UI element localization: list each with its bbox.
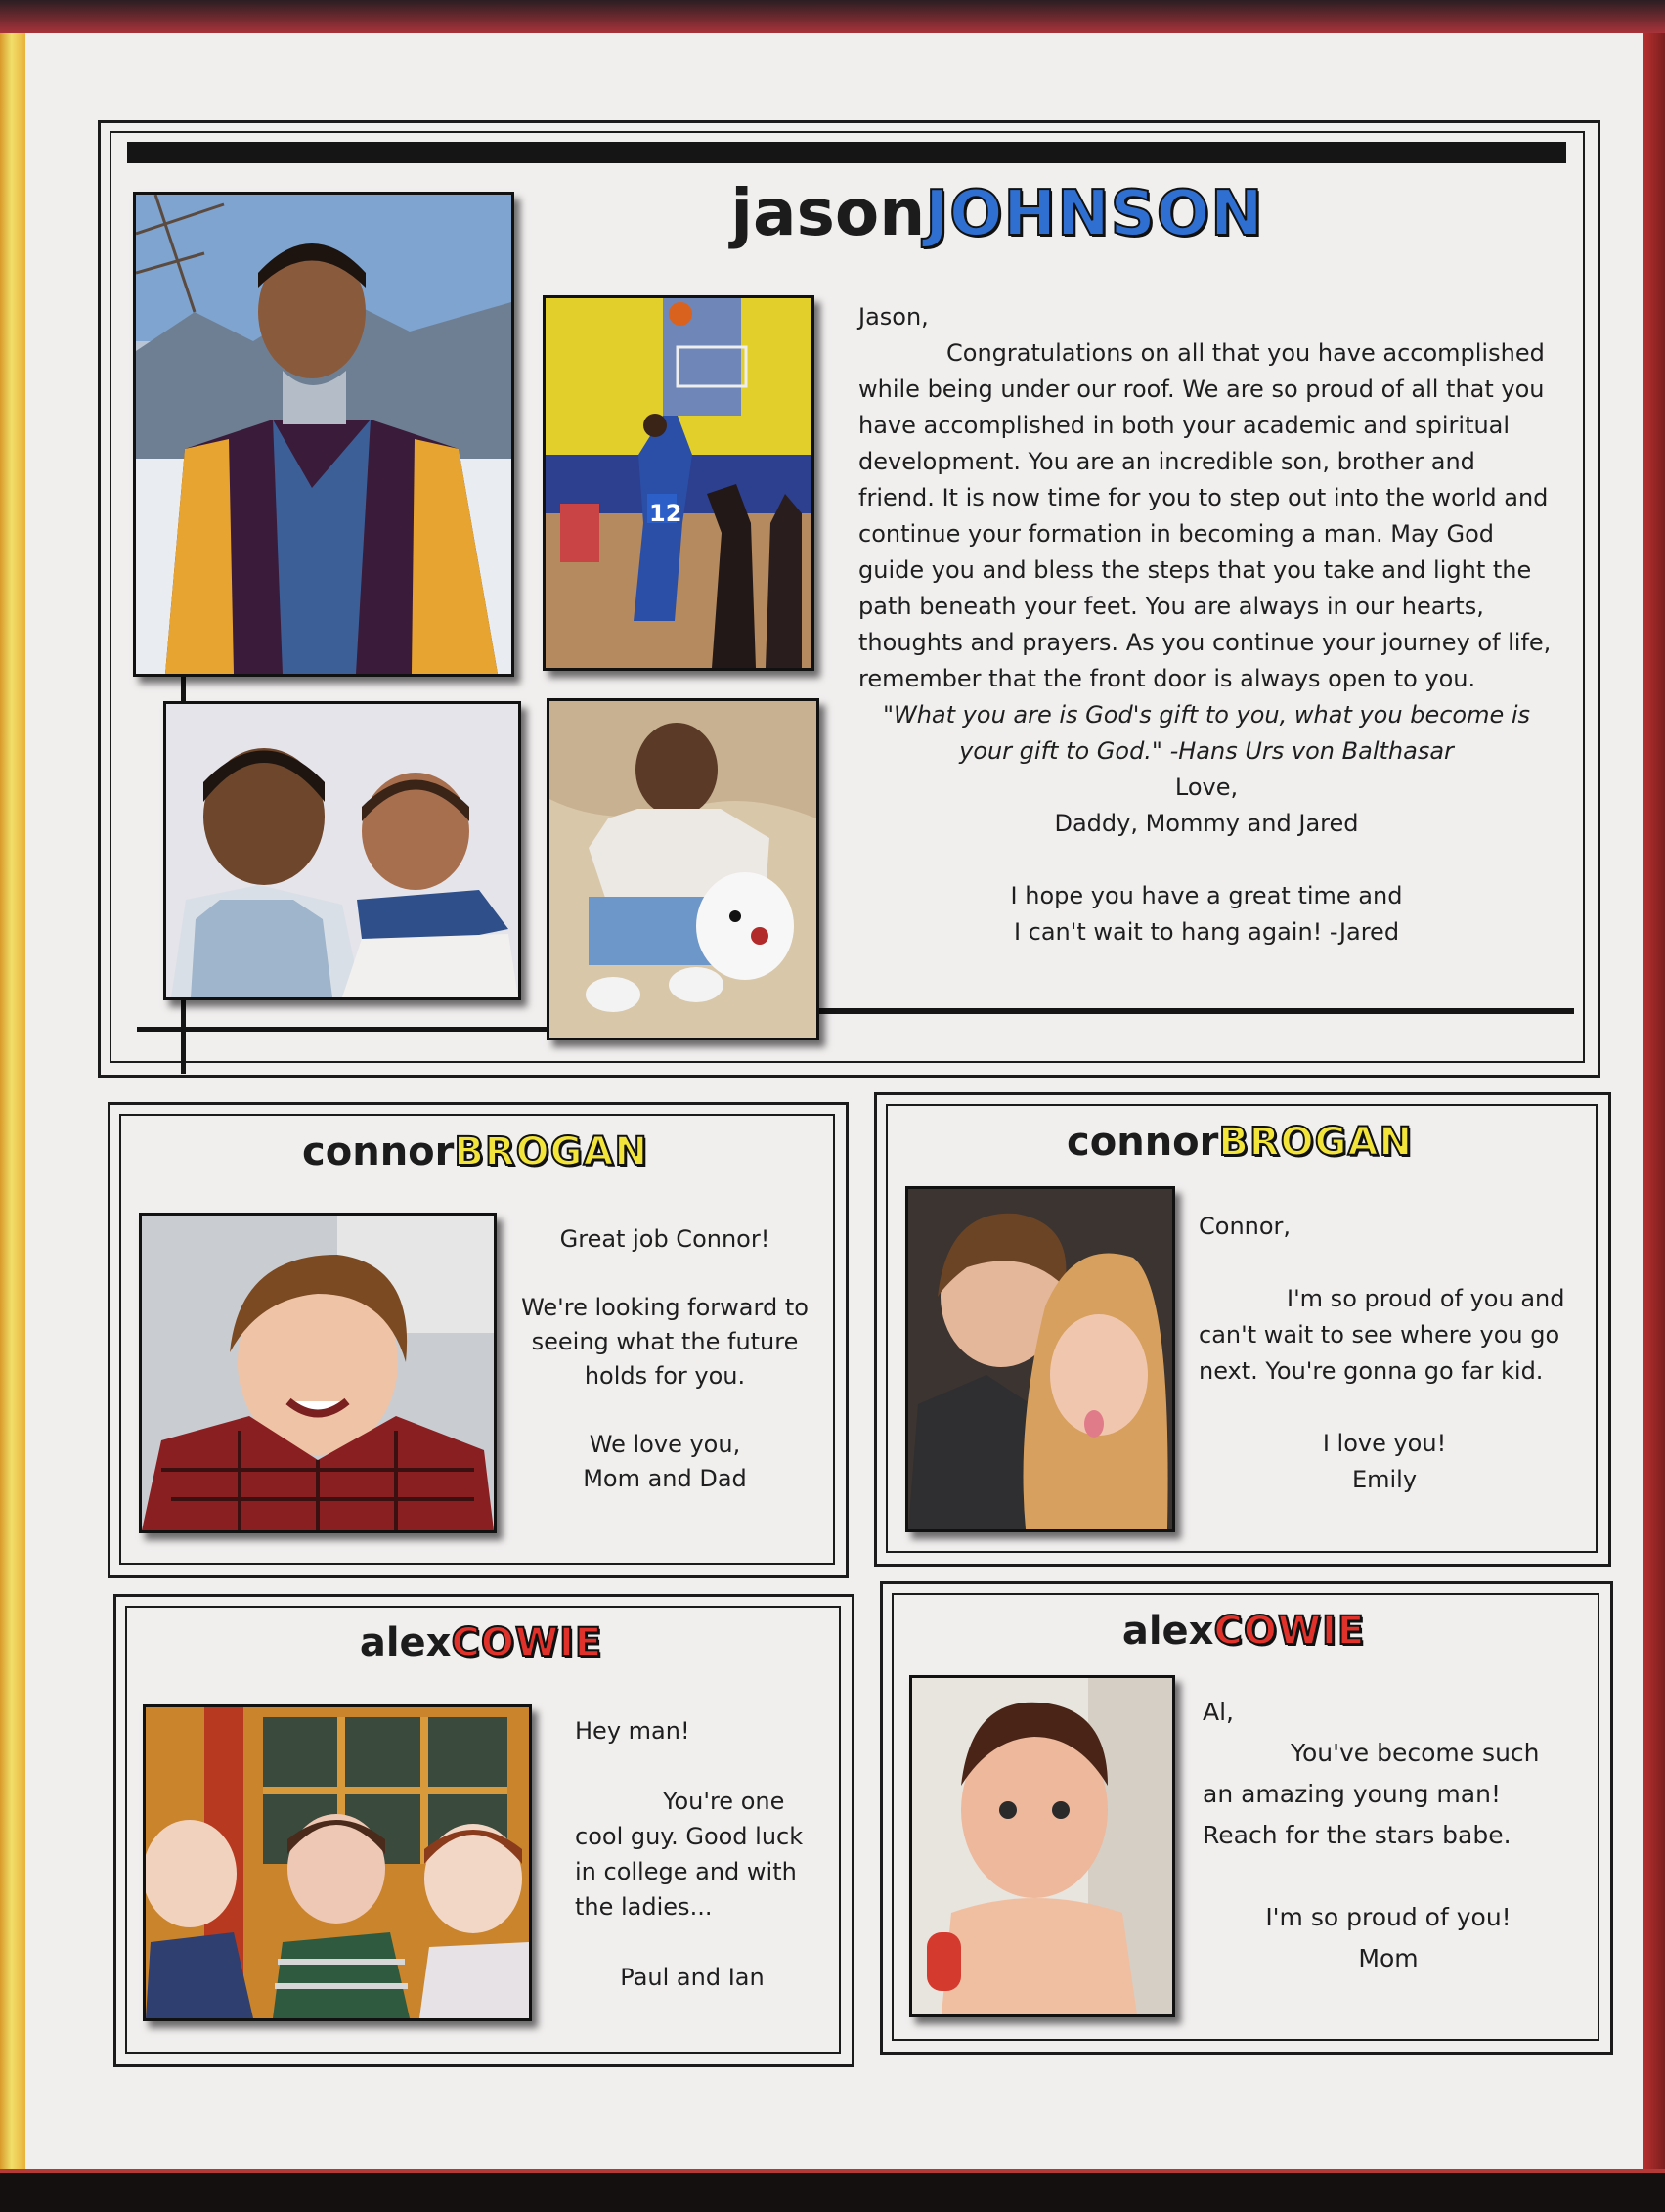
- alex-brothers-photo: [143, 1704, 532, 2021]
- jason-closing: Love,: [1174, 774, 1239, 801]
- connor-left-signature: Mom and Dad: [583, 1465, 747, 1492]
- connor-right-name-title: [886, 1120, 1594, 1172]
- jason-ps-line2: I can't wait to hang again! -Jared: [1013, 918, 1400, 946]
- alex-right-body: You've become such an amazing young man! Reach for the stars babe.: [1203, 1739, 1540, 1849]
- jason-quote: "What you are is God's gift to you, what you become is your gift to God." -Hans Urs von Balthasar: [882, 701, 1531, 765]
- page-top-edge: [0, 0, 1665, 33]
- connor-emily-photo: [905, 1186, 1175, 1532]
- jason-ps-line1: I hope you have a great time and: [1010, 882, 1403, 909]
- jason-message: [858, 299, 1555, 951]
- jason-name-title: [548, 175, 1447, 264]
- jason-bottom-bar-left: [137, 1027, 548, 1032]
- connor-right-message: [1199, 1209, 1570, 1498]
- first-name: jason: [730, 175, 926, 250]
- alex-right-signature: Mom: [1358, 1944, 1419, 1972]
- jason-basketball-photo: [543, 295, 814, 671]
- alex-right-message: [1203, 1692, 1574, 1979]
- alex-left-signature: Paul and Ian: [620, 1964, 765, 1991]
- alex-left-body: You're one cool guy. Good luck in college and with the ladies...: [575, 1788, 804, 1921]
- connor-left-line2: We're looking forward to seeing what the future holds for you.: [521, 1294, 809, 1390]
- last-name: COWIE: [1213, 1609, 1366, 1654]
- jason-greeting: Jason,: [858, 303, 929, 331]
- connor-child-photo: [139, 1213, 497, 1533]
- alex-right-greeting: Al,: [1203, 1698, 1234, 1726]
- first-name: connor: [302, 1129, 455, 1174]
- last-name: BROGAN: [1218, 1120, 1413, 1165]
- connor-right-signature: Emily: [1351, 1466, 1418, 1493]
- alex-baby-photo: [909, 1675, 1175, 2017]
- connor-right-greeting: Connor,: [1199, 1213, 1292, 1240]
- last-name: COWIE: [451, 1620, 603, 1665]
- alex-right-name-title: [892, 1609, 1596, 1660]
- first-name: alex: [359, 1620, 452, 1665]
- jason-brothers-photo: [163, 701, 521, 1000]
- jason-toddler-photo: [547, 698, 819, 1040]
- connor-left-line1: Great job Connor!: [559, 1225, 770, 1253]
- right-spine-edge: [1643, 33, 1665, 2169]
- left-spine-edge: [0, 33, 25, 2169]
- jason-top-bar: [127, 142, 1566, 163]
- jason-body: Congratulations on all that you have accomplished while being under our roof. We are so proud of all that you have accomplished in both your academic and spiritual development. You are an incredible son, brother and friend. It is now time for you to step out into the world and continue your formation in becoming a man. May God guide you and bless the steps that you take and light the path beneath your feet. You are always in our hearts, thoughts and prayers. As you continue your journey of life, remember that the front door is always open to you.: [858, 339, 1552, 692]
- last-name: JOHNSON: [925, 178, 1264, 250]
- first-name: alex: [1121, 1609, 1214, 1654]
- connor-right-closing: I love you!: [1322, 1430, 1447, 1457]
- jersey-number: 12: [649, 500, 682, 527]
- last-name: BROGAN: [454, 1129, 648, 1174]
- connor-left-closing: We love you,: [589, 1431, 741, 1458]
- alex-left-message: [575, 1713, 810, 1995]
- first-name: connor: [1067, 1120, 1219, 1165]
- connor-left-name-title: [119, 1129, 831, 1181]
- alex-left-greeting: Hey man!: [575, 1717, 690, 1745]
- jason-signature: Daddy, Mommy and Jared: [1054, 810, 1359, 837]
- alex-left-name-title: [125, 1620, 837, 1672]
- page-bottom-edge: [0, 2169, 1665, 2212]
- alex-right-closing: I'm so proud of you!: [1265, 1903, 1512, 1931]
- jason-portrait-photo: [133, 192, 514, 677]
- connor-right-body: I'm so proud of you and can't wait to see where you go next. You're gonna go far kid.: [1199, 1285, 1565, 1385]
- connor-left-message: [518, 1222, 811, 1496]
- jason-bottom-bar-right: [819, 1008, 1574, 1014]
